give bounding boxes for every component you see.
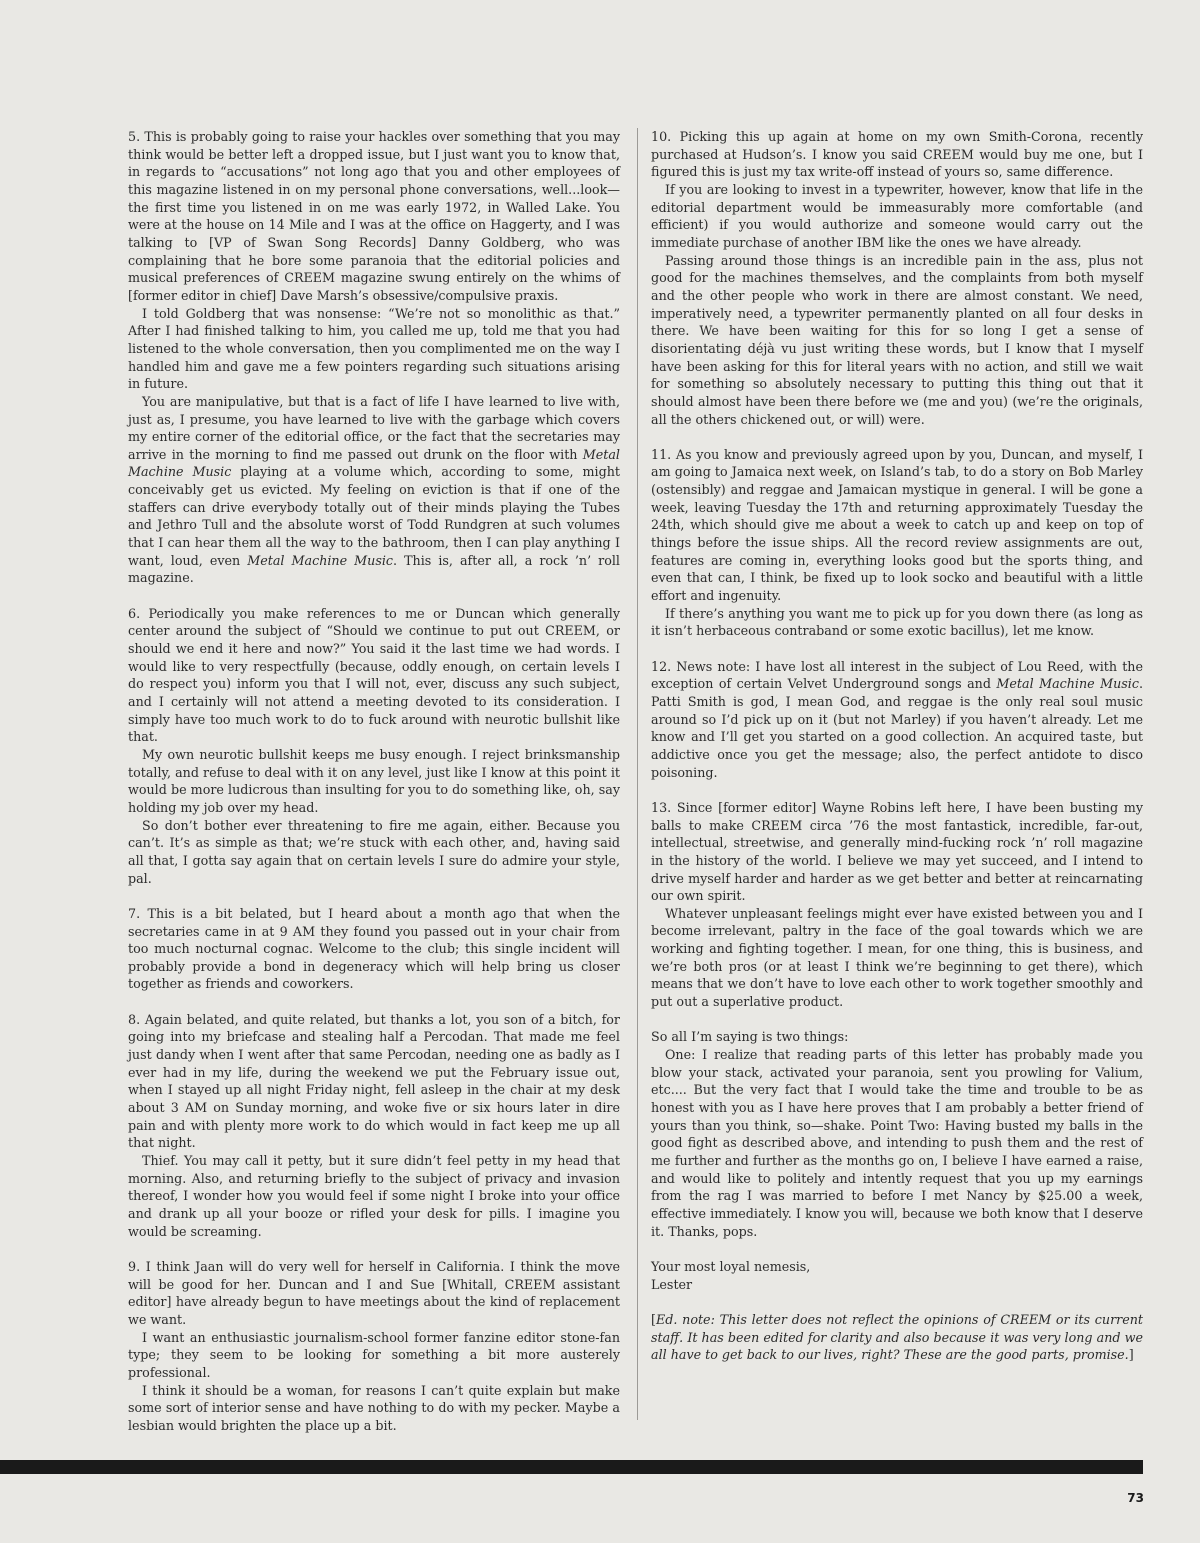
section-6-paragraph-3: So don’t bother ever threatening to fire me again, either. Because you can’t. It’s as simple as that; we’re stuck with each other, and, having said all that, I gotta say again that on certain levels I sure do admire your style, pal.: [128, 817, 620, 886]
section-5-paragraph-2: I told Goldberg that was nonsense: “We’re not so monolithic as that.” After I had finished talking to him, you called me up, told me that you had listened to the whole conversation, then you complimented me on the way I handled him and gave me a few pointers regarding such situations arising in future.: [128, 305, 620, 392]
section-9-paragraph-1: 9. I think Jaan will do very well for herself in California. I think the move will be good for her. Duncan and I and Sue [Whitall, CREEM assistant editor] have already begun to have meetings about the kind of replacement we want.: [128, 1258, 620, 1327]
footer-rule: [0, 1460, 1143, 1474]
section-6-paragraph-2: My own neurotic bullshit keeps me busy enough. I reject brinksmanship totally, and refuse to deal with it on any level, just like I know at this point it would be more ludicrous than insulting for you to do something like, oh, say holding my job over my head.: [128, 746, 620, 815]
section-10-paragraph-2: If you are looking to invest in a typewriter, however, know that life in the editorial department would be immeasurably more comfortable (and efficient) if you would authorize and someone would carry out the immediate purchase of another IBM like the ones we have already.: [651, 181, 1143, 250]
section-12-paragraph-1: 12. News note: I have lost all interest in the subject of Lou Reed, with the exception of certain Velvet Underground songs and Metal Machine Music. Patti Smith is god, I mean God, and reggae is the only real soul music around so I’d pick up on it (but not Marley) if you haven’t already. Let me know and I’ll get you started on a good collection. An acquired taste, but addictive once you get the message; also, the perfect antidote to disco poisoning.: [651, 658, 1143, 780]
album-title: Metal Machine Music: [128, 446, 620, 480]
signoff-name: Lester: [651, 1276, 693, 1292]
section-8-paragraph-1: 8. Again belated, and quite related, but thanks a lot, you son of a bitch, for going into my briefcase and stealing half a Percodan. That made me feel just dandy when I went after that same Percodan, needing one as badly as I ever had in my life, during the weekend we put the February issue out, when I stayed up all night Friday night, fell asleep in the chair at my desk about 3 AM on Sunday morning, and woke five or six hours later in dire pain and with plenty more work to do which would in fact keep me up all that night.: [128, 1011, 620, 1151]
section-8-paragraph-2: Thief. You may call it petty, but it sure didn’t feel petty in my head that morning. Also, and returning briefly to the subject of privacy and invasion thereof, I wonder how you would feel if some night I broke into your office and drank up all your booze or rifled your desk for pills. I imagine you would be screaming.: [128, 1153, 620, 1239]
section-5-paragraph-1: 5. This is probably going to raise your hackles over something that you may think would be better left a dropped issue, but I just want you to know that, in regards to “accusations” not long ago that you and other employees of this magazine listened in on my personal phone conversations, well...look—the first time you listened in on me was early 1972, in Walled Lake. You were at the house on 14 Mile and I was at the office on Haggerty, and I was talking to [VP of Swan Song Records] Danny Goldberg, who was complaining that he bore some paranoia that the editorial policies and musical preferences of CREEM magazine swung entirely on the whims of [former editor in chief] Dave Marsh’s obsessive/compulsive praxis.: [128, 129, 620, 303]
section-13-paragraph-1: 13. Since [former editor] Wayne Robins left here, I have been busting my balls to make CREEM circa ’76 the most fantastick, incredible, far-out, intellectual, streetwise, and generally mind-fucking rock ’n’ roll magazine in the history of the world. I believe we may yet succeed, and I intend to drive myself harder and harder as we get better and better at reincarnating our own spirit.: [651, 799, 1143, 904]
closing-paragraph-2: One: I realize that reading parts of this letter has probably made you blow your stack, activated your paranoia, sent you prowling for Valium, etc.... But the very fact that I would take the time and trouble to be as honest with you as I have here proves that I am probably a better friend of yours than you think, so—shake. Point Two: Having busted my balls in the good fight as described above, and intending to push them and the rest of me further and further as the months go on, I believe I have earned a raise, and would like to politely and intently request that you up my earnings from the rag I was married to before I met Nancy by $25.00 a week, effective immediately. I know you will, because we both know that I deserve it. Thanks, pops.: [651, 1047, 1143, 1239]
signoff-line: Your most loyal nemesis,: [651, 1258, 811, 1274]
column-divider: [637, 128, 638, 1420]
section-10-paragraph-3: Passing around those things is an incredible pain in the ass, plus not good for the machines themselves, and the complaints from both myself and the other people who work in there are almost constant. We need, imperatively need, a typewriter permanently planted on all four desks in there. We have been waiting for this for so long I get a sense of disorientating déjà vu just writing these words, but I know that I myself have been asking for this for literal years with no action, and still we wait for something so absolutely necessary to putting this thing out that it should almost have been there before we (me and you) (we’re the originals, all the others chickened out, or will) were.: [651, 252, 1143, 427]
section-9-paragraph-2: I want an enthusiastic journalism-school former fanzine editor stone-fan type; they seem to be looking for something a bit more austerely professional.: [128, 1329, 620, 1380]
section-5-paragraph-3: You are manipulative, but that is a fact of life I have learned to live with, just as, I presume, you have learned to live with the garbage which covers my entire corner of the editorial office, or the fact that the secretaries may arrive in the morning to find me passed out drunk on the floor with Metal Machine Music playing at a volume which, according to some, might conceivably get us evicted. My feeling on eviction is that if one of the staffers can drive everybody totally out of their minds playing the Tubes and Jethro Tull and the absolute worst of Todd Rundgren at such volumes that I can hear them all the way to the bathroom, then I can play anything I want, loud, even Metal Machine Music. This is, after all, a rock ’n’ roll magazine.: [128, 393, 620, 586]
page-number: 73: [1127, 1491, 1144, 1505]
left-column: [128, 128, 620, 1435]
album-title: Metal Machine Music: [247, 552, 393, 568]
section-10-paragraph-1: 10. Picking this up again at home on my own Smith-Corona, recently purchased at Hudson’s. I know you said CREEM would buy me one, but I figured this is just my tax write-off instead of yours so, same difference.: [651, 129, 1143, 180]
closing-paragraph-1: So all I’m saying is two things:: [651, 1029, 849, 1045]
editor-note: [Ed. note: This letter does not reflect the opinions of CREEM or its current staff. It has been edited for clarity and also because it was very long and we all have to get back to our lives, right? These are the good parts, promise.]: [651, 1311, 1143, 1363]
section-11-paragraph-1: 11. As you know and previously agreed upon by you, Duncan, and myself, I am going to Jamaica next week, on Island’s tab, to do a story on Bob Marley (ostensibly) and reggae and Jamaican mystique in general. I will be gone a week, leaving Tuesday the 17th and returning approximately Tuesday the 24th, which should give me about a week to catch up and keep on top of things before the issue ships. All the record review assignments are out, features are coming in, everything looks good but the sports thing, and even that can, I think, be fixed up to look socko and beautiful with a little effort and ingenuity.: [651, 446, 1143, 604]
right-column: [651, 128, 1143, 1364]
section-9-paragraph-3: I think it should be a woman, for reasons I can’t quite explain but make some sort of interior sense and have nothing to do with my pecker. Maybe a lesbian would brighten the place up a bit.: [128, 1382, 620, 1433]
section-11-paragraph-2: If there’s anything you want me to pick up for you down there (as long as it isn’t herbaceous contraband or some exotic bacillus), let me know.: [651, 605, 1143, 639]
section-7-paragraph-1: 7. This is a bit belated, but I heard about a month ago that when the secretaries came in at 9 AM they found you passed out in your chair from too much nocturnal cognac. Welcome to the club; this single incident will probably provide a bond in degeneracy which will help bring us closer together as friends and coworkers.: [128, 905, 620, 992]
section-6-paragraph-1: 6. Periodically you make references to me or Duncan which generally center around the subject of “Should we continue to put out CREEM, or should we end it here and now?” You said it the last time we had words. I would like to very respectfully (because, oddly enough, on certain levels I do respect you) inform you that I will not, ever, discuss any such subject, and I certainly will not attend a meeting devoted to its consideration. I simply have too much work to do to fuck around with neurotic bullshit like that.: [128, 605, 620, 745]
section-13-paragraph-2: Whatever unpleasant feelings might ever have existed between you and I become irrelevant, paltry in the face of the goal towards which we are working and fighting together. I mean, for one thing, this is business, and we’re both pros (or at least I think we’re beginning to get there), which means that we don’t have to love each other to work together smoothly and put out a superlative product.: [651, 905, 1143, 1010]
album-title: Metal Machine Music: [996, 676, 1139, 692]
